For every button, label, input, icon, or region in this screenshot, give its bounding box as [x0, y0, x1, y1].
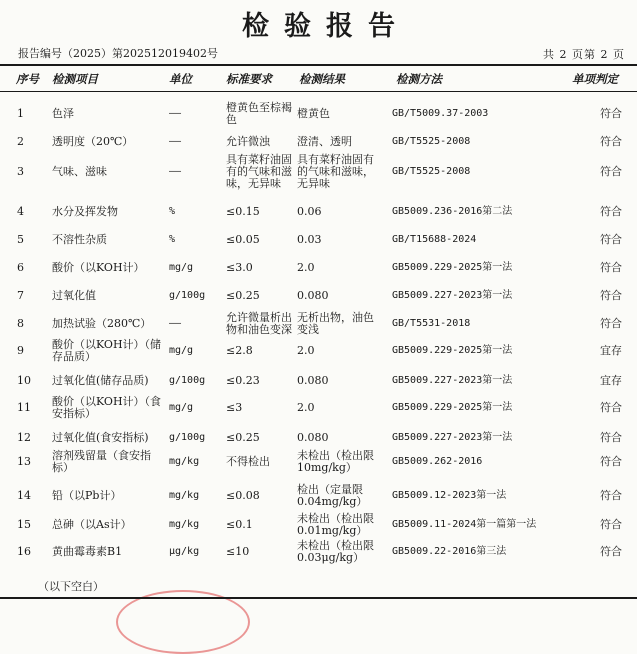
cell-no: 8 — [17, 317, 24, 330]
cell-verdict: 符合 — [600, 205, 622, 218]
header-rule — [0, 91, 637, 92]
cell-no: 3 — [17, 165, 24, 178]
cell-verdict: 宜存 — [600, 344, 622, 357]
cell-result: 橙黄色 — [297, 107, 330, 120]
cell-item: 溶剂残留量（食安指 标） — [52, 449, 151, 474]
cell-requirement: 具有菜籽油固 有的气味和滋 味，无异味 — [226, 153, 292, 190]
cell-unit: —— — [169, 136, 182, 147]
cell-verdict: 符合 — [600, 107, 622, 120]
page-info: 共 2 页第 2 页 — [543, 48, 625, 61]
cell-method: GB/T15688-2024 — [392, 234, 477, 245]
cell-item: 铅（以Pb计） — [52, 489, 122, 502]
cell-no: 14 — [17, 489, 31, 502]
cell-requirement: 允许微浊 — [226, 135, 270, 148]
cell-method: GB5009.236-2016第二法 — [392, 206, 513, 217]
cell-unit: —— — [169, 166, 182, 177]
cell-method: GB5009.22-2016第三法 — [392, 546, 507, 557]
cell-verdict: 符合 — [600, 489, 622, 502]
cell-method: GB5009.229-2025第一法 — [392, 262, 513, 273]
cell-unit: —— — [169, 318, 182, 329]
cell-item: 总砷（以As计） — [52, 518, 132, 531]
cell-item: 酸价（以KOH计）（食 安指标） — [52, 395, 162, 420]
blank-note: （以下空白） — [38, 580, 104, 593]
cell-method: GB5009.11-2024第一篇第一法 — [392, 519, 537, 530]
cell-result: 0.06 — [297, 205, 322, 218]
cell-result: 未检出（检出限 0.01mg/kg） — [297, 512, 374, 537]
cell-result: 具有菜籽油固有 的气味和滋味， 无异味 — [297, 153, 374, 190]
cell-unit: g/100g — [169, 375, 206, 386]
cell-requirement: ≤3.0 — [226, 261, 253, 274]
cell-result: 澄清、透明 — [297, 135, 352, 148]
header-unit: 单位 — [169, 72, 192, 86]
cell-requirement: ≤2.8 — [226, 344, 253, 357]
cell-no: 11 — [17, 401, 31, 414]
header-no: 序号 — [16, 72, 39, 86]
top-rule — [0, 64, 637, 66]
cell-unit: % — [169, 206, 176, 217]
cell-unit: mg/g — [169, 345, 194, 356]
cell-result: 未检出（检出限 0.03μg/kg） — [297, 539, 374, 564]
cell-no: 16 — [17, 545, 31, 558]
cell-method: GB/T5531-2018 — [392, 318, 471, 329]
cell-unit: mg/kg — [169, 456, 200, 467]
cell-requirement: ≤0.1 — [226, 518, 253, 531]
cell-requirement: ≤0.15 — [226, 205, 260, 218]
cell-method: GB5009.229-2025第一法 — [392, 345, 513, 356]
cell-method: GB5009.12-2023第一法 — [392, 490, 507, 501]
cell-verdict: 符合 — [600, 545, 622, 558]
header-method: 检测方法 — [396, 72, 442, 86]
cell-requirement: 不得检出 — [226, 455, 270, 468]
cell-unit: % — [169, 234, 176, 245]
cell-no: 1 — [17, 107, 24, 120]
cell-verdict: 符合 — [600, 233, 622, 246]
cell-requirement: ≤10 — [226, 545, 250, 558]
cell-verdict: 符合 — [600, 261, 622, 274]
cell-item: 气味、滋味 — [52, 165, 107, 178]
cell-no: 10 — [17, 374, 31, 387]
header-result: 检测结果 — [299, 72, 345, 86]
cell-method: GB5009.227-2023第一法 — [392, 290, 513, 301]
header-item: 检测项目 — [52, 72, 98, 86]
cell-result: 0.080 — [297, 289, 329, 302]
cell-unit: mg/kg — [169, 490, 200, 501]
cell-item: 过氧化值(储存品质) — [52, 374, 149, 387]
cell-result: 0.080 — [297, 374, 329, 387]
cell-item: 酸价（以KOH计）（储 存品质） — [52, 338, 162, 363]
cell-verdict: 符合 — [600, 455, 622, 468]
cell-requirement: ≤0.08 — [226, 489, 260, 502]
cell-result: 检出（定量限 0.04mg/kg） — [297, 483, 368, 508]
seal-stamp — [116, 590, 250, 654]
cell-verdict: 符合 — [600, 135, 622, 148]
cell-requirement: 允许微量析出 物和油色变深 — [226, 311, 292, 336]
cell-no: 2 — [17, 135, 24, 148]
cell-no: 5 — [17, 233, 24, 246]
cell-no: 6 — [17, 261, 24, 274]
cell-unit: μg/kg — [169, 546, 200, 557]
cell-no: 9 — [17, 344, 24, 357]
cell-item: 加热试验（280℃） — [52, 317, 152, 330]
cell-result: 无析出物，油色 变浅 — [297, 311, 374, 336]
header-requirement: 标准要求 — [226, 72, 272, 86]
cell-requirement: 橙黄色至棕褐 色 — [226, 101, 292, 126]
cell-method: GB5009.227-2023第一法 — [392, 432, 513, 443]
cell-method: GB5009.262-2016 — [392, 456, 483, 467]
cell-unit: mg/kg — [169, 519, 200, 530]
cell-item: 酸价（以KOH计） — [52, 261, 145, 274]
cell-item: 不溶性杂质 — [52, 233, 107, 246]
cell-result: 2.0 — [297, 344, 315, 357]
cell-result: 2.0 — [297, 401, 315, 414]
cell-unit: g/100g — [169, 432, 206, 443]
cell-result: 2.0 — [297, 261, 315, 274]
cell-no: 7 — [17, 289, 24, 302]
cell-item: 过氧化值(食安指标) — [52, 431, 149, 444]
cell-item: 黄曲霉毒素B1 — [52, 545, 123, 558]
header-verdict: 单项判定 — [572, 72, 618, 86]
cell-verdict: 符合 — [600, 317, 622, 330]
cell-verdict: 符合 — [600, 165, 622, 178]
cell-item: 水分及挥发物 — [52, 205, 118, 218]
cell-item: 过氧化值 — [52, 289, 96, 302]
cell-unit: —— — [169, 108, 182, 119]
cell-method: GB5009.229-2025第一法 — [392, 402, 513, 413]
cell-method: GB5009.227-2023第一法 — [392, 375, 513, 386]
cell-no: 12 — [17, 431, 31, 444]
cell-no: 4 — [17, 205, 24, 218]
cell-unit: g/100g — [169, 290, 206, 301]
cell-item: 色泽 — [52, 107, 74, 120]
cell-requirement: ≤0.25 — [226, 431, 260, 444]
cell-requirement: ≤0.23 — [226, 374, 260, 387]
cell-method: GB/T5525-2008 — [392, 136, 471, 147]
report-title: 检验报告 — [242, 11, 410, 42]
cell-no: 15 — [17, 518, 31, 531]
cell-verdict: 符合 — [600, 431, 622, 444]
cell-no: 13 — [17, 455, 31, 468]
cell-unit: mg/g — [169, 402, 194, 413]
cell-unit: mg/g — [169, 262, 194, 273]
cell-result: 未检出（检出限 10mg/kg） — [297, 449, 374, 474]
cell-verdict: 符合 — [600, 518, 622, 531]
cell-requirement: ≤0.25 — [226, 289, 260, 302]
cell-requirement: ≤3 — [226, 401, 243, 414]
cell-result: 0.03 — [297, 233, 322, 246]
cell-item: 透明度（20℃） — [52, 135, 134, 148]
report-number: 报告编号（2025）第202512019402号 — [18, 47, 218, 60]
cell-result: 0.080 — [297, 431, 329, 444]
cell-verdict: 宜存 — [600, 374, 622, 387]
bottom-rule — [0, 597, 637, 599]
cell-verdict: 符合 — [600, 401, 622, 414]
cell-verdict: 符合 — [600, 289, 622, 302]
cell-requirement: ≤0.05 — [226, 233, 260, 246]
cell-method: GB/T5525-2008 — [392, 166, 471, 177]
cell-method: GB/T5009.37-2003 — [392, 108, 489, 119]
